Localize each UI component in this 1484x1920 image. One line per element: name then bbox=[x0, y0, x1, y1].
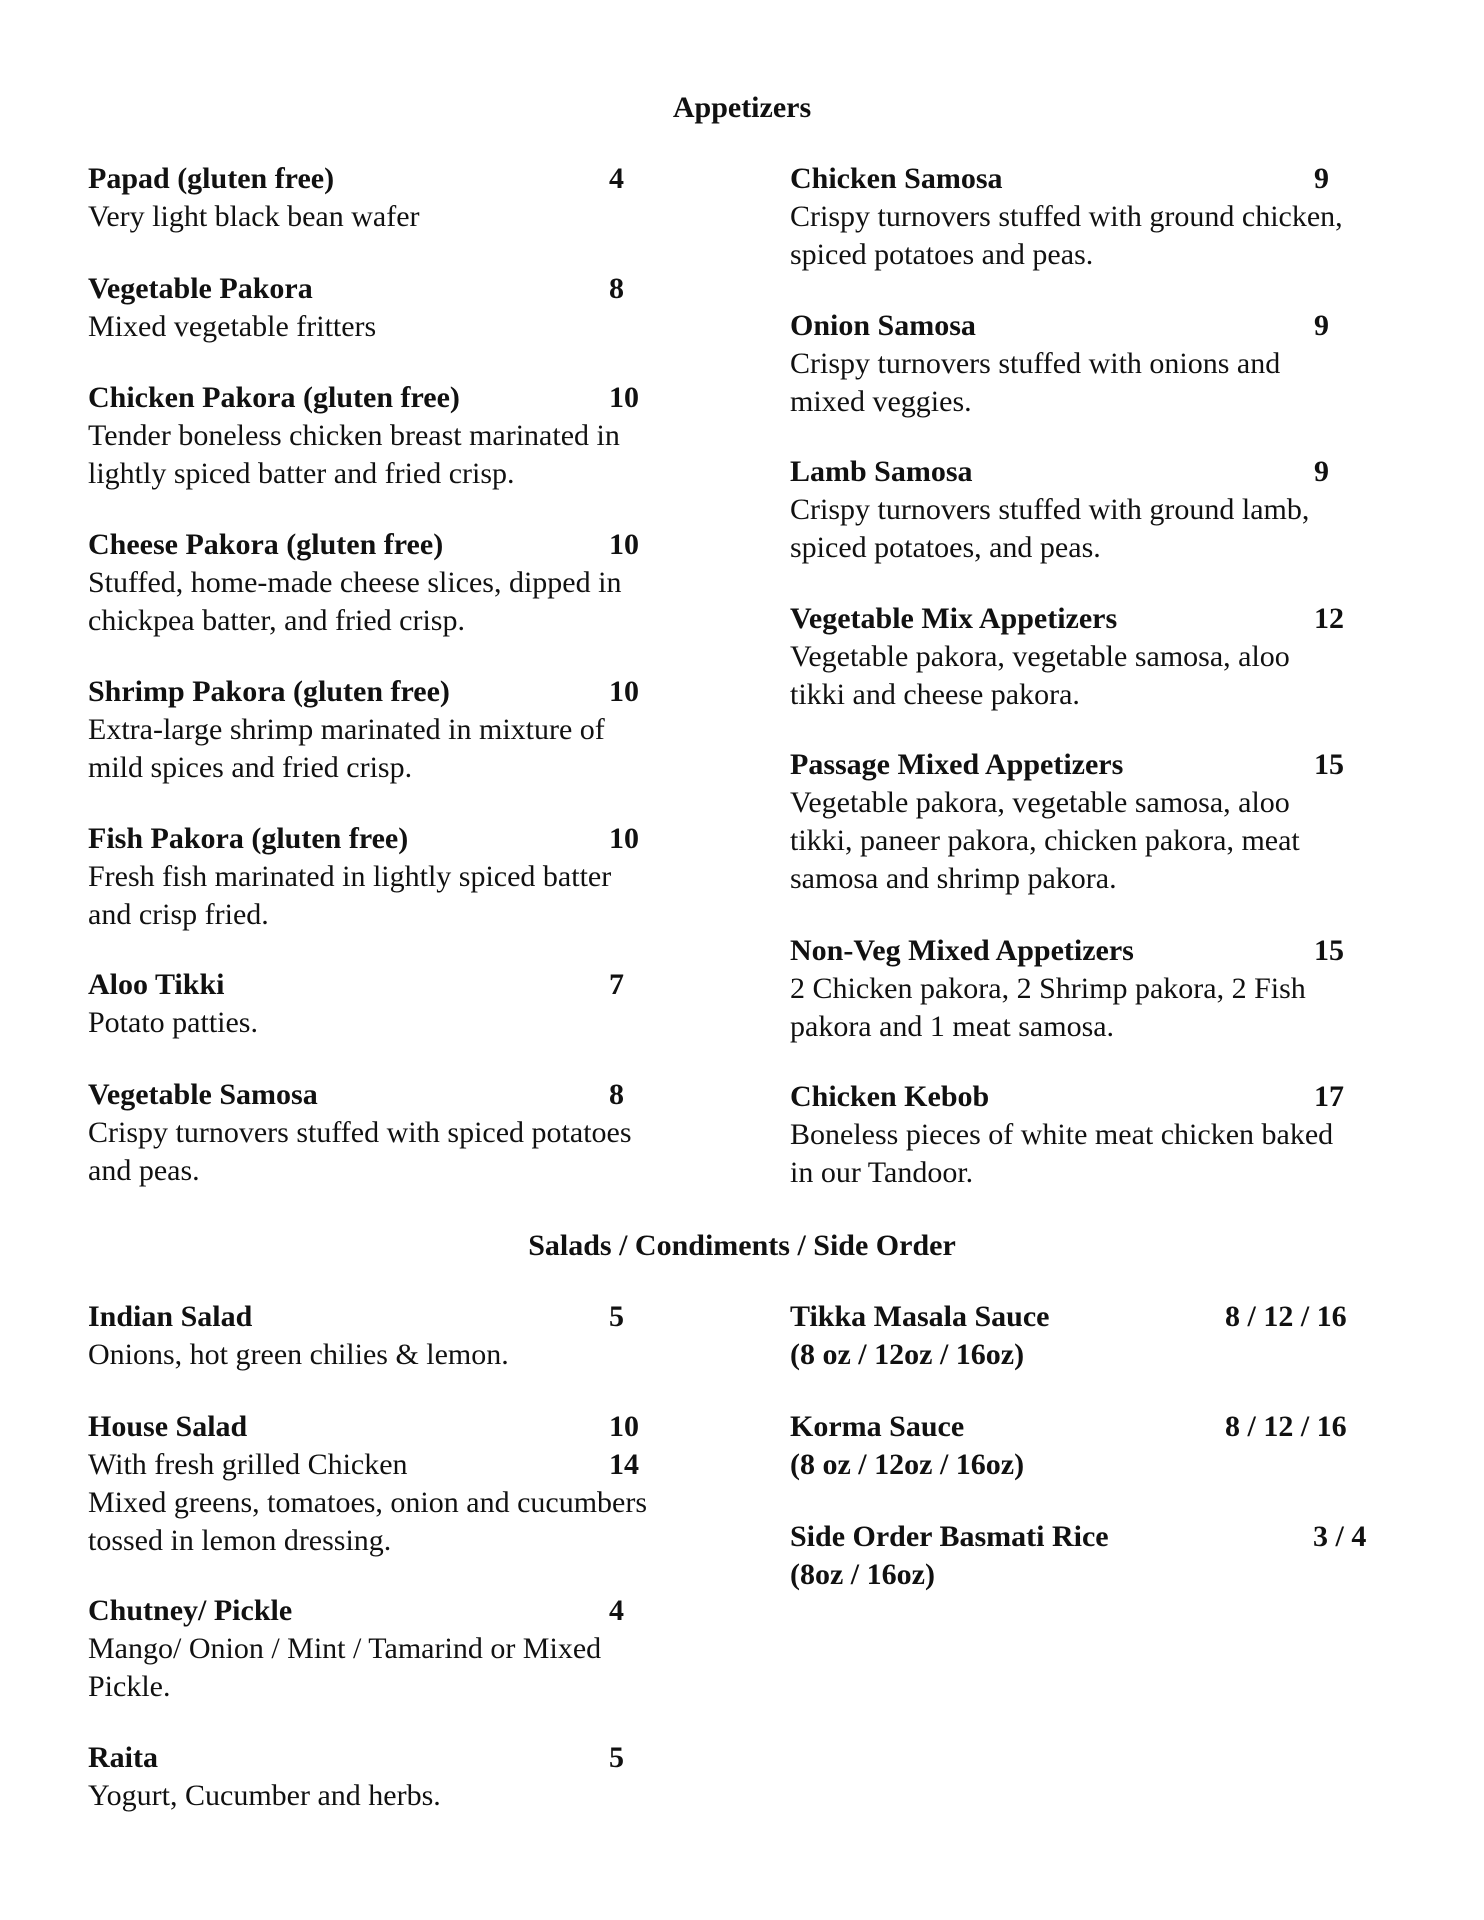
item-name: Non-Veg Mixed Appetizers bbox=[790, 934, 1134, 967]
menu-item-onion-samosa bbox=[790, 307, 1410, 421]
item-price: 4 bbox=[609, 1594, 624, 1627]
item-option-row bbox=[88, 1446, 708, 1484]
menu-item-basmati-rice bbox=[790, 1518, 1410, 1594]
menu-item-fish-pakora bbox=[88, 820, 708, 934]
appetizers-heading: Appetizers bbox=[672, 91, 812, 124]
item-name: Cheese Pakora (gluten free) bbox=[88, 528, 444, 561]
item-description: Yogurt, Cucumber and herbs. bbox=[88, 1779, 441, 1812]
item-name: Korma Sauce bbox=[790, 1410, 965, 1443]
menu-item-non-veg-mixed-appetizers bbox=[790, 932, 1410, 1046]
item-price: 15 bbox=[1314, 748, 1344, 781]
menu-item-vegetable-pakora bbox=[88, 270, 708, 346]
item-price: 10 bbox=[609, 822, 639, 855]
item-name: Papad (gluten free) bbox=[88, 162, 335, 195]
item-description: in our Tandoor. bbox=[790, 1156, 974, 1189]
item-name: Chutney/ Pickle bbox=[88, 1594, 293, 1627]
menu-item-korma-sauce bbox=[790, 1408, 1410, 1484]
item-description: samosa and shrimp pakora. bbox=[790, 862, 1117, 895]
item-description: spiced potatoes, and peas. bbox=[790, 531, 1101, 564]
item-price: 9 bbox=[1314, 162, 1329, 195]
menu-item-vegetable-samosa bbox=[88, 1076, 708, 1190]
menu-item-chicken-kebob bbox=[790, 1078, 1410, 1192]
item-name: Tikka Masala Sauce bbox=[790, 1300, 1050, 1333]
item-price: 8 bbox=[609, 1078, 624, 1111]
menu-item-passage-mixed-appetizers bbox=[790, 746, 1410, 898]
item-sizes: (8oz / 16oz) bbox=[790, 1558, 935, 1591]
item-description: Vegetable pakora, vegetable samosa, aloo bbox=[790, 640, 1290, 673]
item-price: 10 bbox=[609, 675, 639, 708]
menu-item-chicken-pakora bbox=[88, 379, 708, 493]
item-name: Chicken Pakora (gluten free) bbox=[88, 381, 460, 414]
item-description: Potato patties. bbox=[88, 1006, 258, 1039]
item-price: 3 / 4 bbox=[1313, 1520, 1367, 1553]
item-description: and crisp fried. bbox=[88, 898, 269, 931]
item-description: tikki, paneer pakora, chicken pakora, meat bbox=[790, 824, 1300, 857]
item-description: Extra-large shrimp marinated in mixture of bbox=[88, 713, 605, 746]
menu-item-vegetable-mix-appetizers bbox=[790, 600, 1410, 714]
item-sizes: (8 oz / 12oz / 16oz) bbox=[790, 1448, 1025, 1481]
item-description: Stuffed, home-made cheese slices, dipped in bbox=[88, 566, 622, 599]
item-description: Fresh fish marinated in lightly spiced batter bbox=[88, 860, 612, 893]
menu-item-chicken-samosa bbox=[790, 160, 1410, 274]
item-price: 17 bbox=[1314, 1080, 1344, 1113]
item-description: chickpea batter, and fried crisp. bbox=[88, 604, 465, 637]
item-description: lightly spiced batter and fried crisp. bbox=[88, 457, 515, 490]
item-description: Crispy turnovers stuffed with ground chicken, bbox=[790, 200, 1343, 233]
item-name: Shrimp Pakora (gluten free) bbox=[88, 675, 450, 708]
item-description: Onions, hot green chilies & lemon. bbox=[88, 1338, 509, 1371]
menu-item-tikka-masala-sauce bbox=[790, 1298, 1410, 1374]
item-description: Boneless pieces of white meat chicken baked bbox=[790, 1118, 1334, 1151]
item-description: Pickle. bbox=[88, 1670, 171, 1703]
item-description: Vegetable pakora, vegetable samosa, aloo bbox=[790, 786, 1290, 819]
item-description: tossed in lemon dressing. bbox=[88, 1524, 392, 1557]
salads-heading: Salads / Condiments / Side Order bbox=[528, 1229, 956, 1262]
item-option: With fresh grilled Chicken bbox=[88, 1448, 408, 1481]
item-description: mixed veggies. bbox=[790, 385, 972, 418]
item-price: 12 bbox=[1314, 602, 1344, 635]
item-description: tikki and cheese pakora. bbox=[790, 678, 1080, 711]
item-name: Onion Samosa bbox=[790, 309, 976, 342]
menu-item-aloo-tikki bbox=[88, 966, 708, 1042]
item-name: Vegetable Samosa bbox=[88, 1078, 318, 1111]
menu-item-chutney-pickle bbox=[88, 1592, 708, 1706]
item-price: 10 bbox=[609, 1410, 639, 1443]
item-description: Mango/ Onion / Mint / Tamarind or Mixed bbox=[88, 1632, 602, 1665]
item-price: 4 bbox=[609, 162, 624, 195]
item-name: Vegetable Mix Appetizers bbox=[790, 602, 1118, 635]
item-price: 9 bbox=[1314, 309, 1329, 342]
item-description: Crispy turnovers stuffed with onions and bbox=[790, 347, 1281, 380]
item-name: Fish Pakora (gluten free) bbox=[88, 822, 409, 855]
menu-item-raita bbox=[88, 1739, 708, 1815]
item-description: 2 Chicken pakora, 2 Shrimp pakora, 2 Fish bbox=[790, 972, 1306, 1005]
menu-item-cheese-pakora bbox=[88, 526, 708, 640]
item-name: House Salad bbox=[88, 1410, 248, 1443]
item-name: Chicken Samosa bbox=[790, 162, 1003, 195]
item-name: Passage Mixed Appetizers bbox=[790, 748, 1124, 781]
item-price: 7 bbox=[609, 968, 624, 1001]
menu-item-papad bbox=[88, 160, 708, 236]
item-price: 8 bbox=[609, 272, 624, 305]
item-name: Vegetable Pakora bbox=[88, 272, 313, 305]
item-description: Mixed greens, tomatoes, onion and cucumbers bbox=[88, 1486, 648, 1519]
item-name: Raita bbox=[88, 1741, 158, 1774]
item-description: Very light black bean wafer bbox=[88, 200, 420, 233]
item-description: Tender boneless chicken breast marinated in bbox=[88, 419, 620, 452]
item-description: Crispy turnovers stuffed with spiced potatoes bbox=[88, 1116, 632, 1149]
menu-item-lamb-samosa bbox=[790, 453, 1410, 567]
item-description: pakora and 1 meat samosa. bbox=[790, 1010, 1115, 1043]
menu-item-house-salad bbox=[88, 1408, 708, 1560]
item-sizes: (8 oz / 12oz / 16oz) bbox=[790, 1338, 1025, 1371]
item-description: Crispy turnovers stuffed with ground lamb, bbox=[790, 493, 1310, 526]
item-name: Aloo Tikki bbox=[88, 968, 225, 1001]
item-price: 5 bbox=[609, 1741, 624, 1774]
menu-item-indian-salad bbox=[88, 1298, 708, 1374]
item-name: Side Order Basmati Rice bbox=[790, 1520, 1109, 1553]
item-price: 5 bbox=[609, 1300, 624, 1333]
item-price: 10 bbox=[609, 381, 639, 414]
item-description: spiced potatoes and peas. bbox=[790, 238, 1094, 271]
item-description: mild spices and fried crisp. bbox=[88, 751, 413, 784]
item-description: and peas. bbox=[88, 1154, 200, 1187]
item-price: 9 bbox=[1314, 455, 1329, 488]
item-name: Chicken Kebob bbox=[790, 1080, 990, 1113]
item-name: Lamb Samosa bbox=[790, 455, 973, 488]
item-option-price: 14 bbox=[609, 1448, 639, 1481]
item-name: Indian Salad bbox=[88, 1300, 253, 1333]
item-price: 8 / 12 / 16 bbox=[1225, 1300, 1347, 1333]
item-price: 15 bbox=[1314, 934, 1344, 967]
item-price: 10 bbox=[609, 528, 639, 561]
item-description: Mixed vegetable fritters bbox=[88, 310, 377, 343]
item-price: 8 / 12 / 16 bbox=[1225, 1410, 1347, 1443]
menu-item-shrimp-pakora bbox=[88, 673, 708, 787]
